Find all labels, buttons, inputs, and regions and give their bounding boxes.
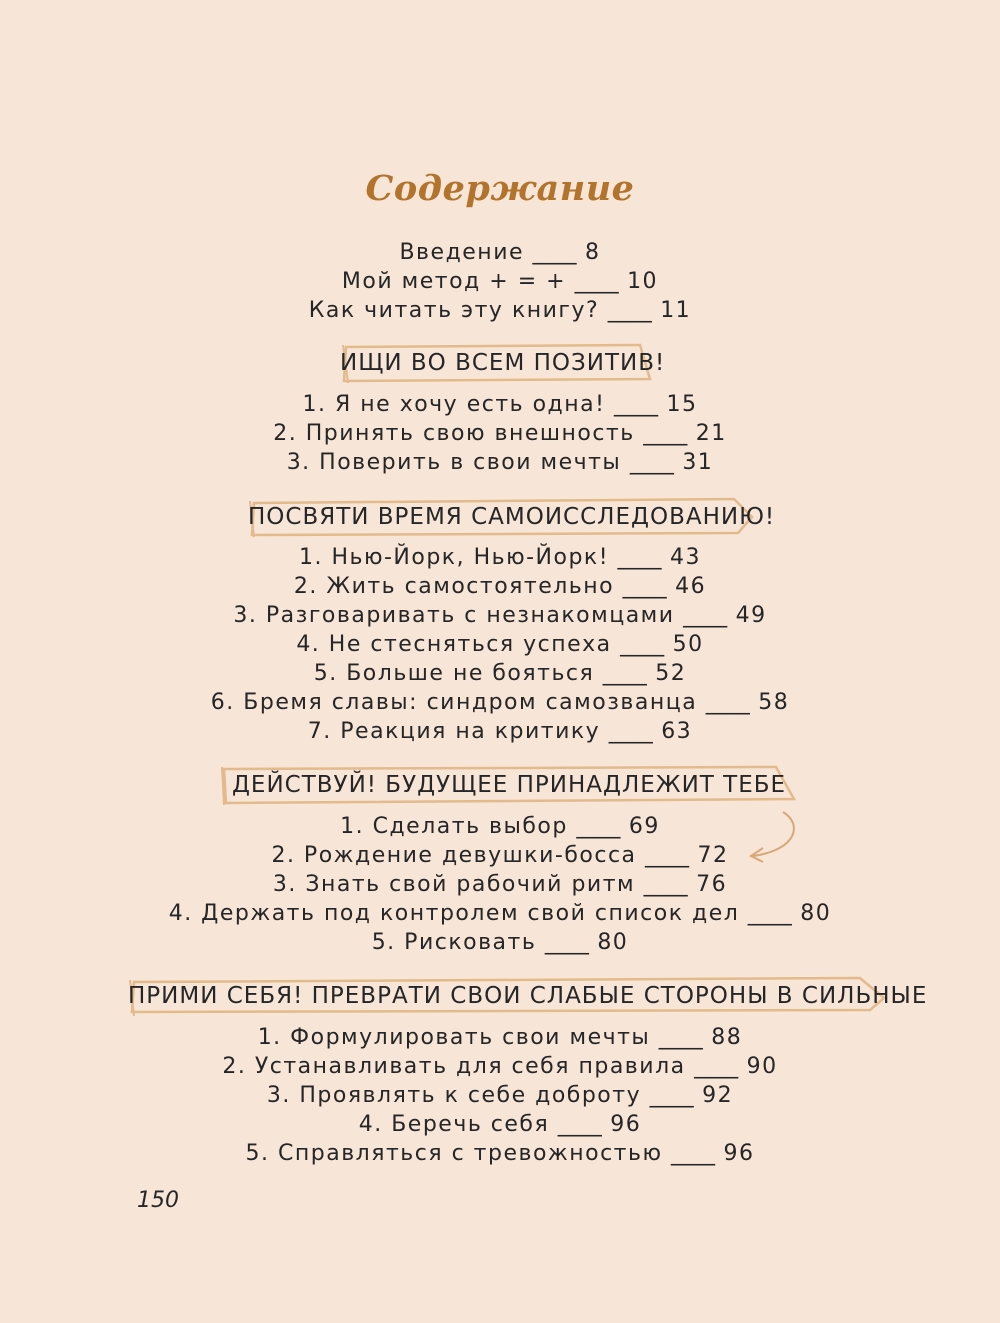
entry-leader: ____ — [747, 901, 792, 926]
section-banner — [248, 497, 776, 537]
toc-entry — [0, 543, 1000, 573]
entry-leader: ____ — [658, 1025, 703, 1050]
entry-text: Введение — [399, 240, 525, 265]
toc-entry — [0, 1052, 1000, 1082]
entry-page: 63 — [661, 719, 693, 744]
entry-text: 1. Формулировать свои мечты — [257, 1025, 651, 1050]
entry-leader: ____ — [544, 930, 589, 955]
entry-text: 3. Знать свой рабочий ритм — [272, 872, 636, 897]
toc-entry — [0, 238, 1000, 268]
entry-leader: ____ — [622, 574, 667, 599]
entry-page: 8 — [585, 240, 601, 265]
toc-entry — [0, 717, 1000, 747]
entry-page: 46 — [675, 574, 707, 599]
toc-entry — [0, 601, 1000, 631]
entry-leader: ____ — [576, 814, 621, 839]
entry-leader: ____ — [649, 1083, 694, 1108]
toc-entry — [0, 1139, 1000, 1169]
toc-entry — [0, 267, 1000, 297]
entry-text: 2. Жить самостоятельно — [293, 574, 615, 599]
section-banner — [340, 343, 666, 383]
entry-leader: ____ — [532, 240, 577, 265]
toc-entry — [0, 1110, 1000, 1140]
section-heading: ДЕЙСТВУЙ! БУДУЩЕЕ ПРИНАДЛЕЖИТ ТЕБЕ — [231, 772, 787, 798]
entry-text: 1. Сделать выбор — [340, 814, 568, 839]
entry-text: 2. Рождение девушки-босса — [271, 843, 637, 868]
entry-text: 1. Я не хочу есть одна! — [302, 392, 606, 417]
entry-page: 90 — [746, 1054, 778, 1079]
entry-leader: ____ — [607, 298, 652, 323]
entry-page: 49 — [735, 603, 767, 628]
entry-page: 96 — [723, 1141, 755, 1166]
entry-leader: ____ — [608, 719, 653, 744]
entry-text: 5. Больше не бояться — [313, 661, 595, 686]
entry-leader: ____ — [643, 421, 688, 446]
page-title: Содержание — [365, 168, 635, 209]
entry-page: 21 — [695, 421, 727, 446]
entry-text: 5. Справляться с тревожностью — [245, 1141, 663, 1166]
toc-entry — [0, 841, 1000, 871]
page-number: 150 — [137, 1188, 179, 1213]
toc-entry — [0, 870, 1000, 900]
entry-leader: ____ — [620, 632, 665, 657]
section-heading: ИЩИ ВО ВСЕМ ПОЗИТИВ! — [340, 350, 666, 376]
entry-text: 3. Поверить в свои мечты — [286, 450, 622, 475]
toc-entry — [0, 899, 1000, 929]
entry-text: 4. Не стесняться успеха — [296, 632, 612, 657]
entry-leader: ____ — [643, 872, 688, 897]
toc-entry — [0, 1081, 1000, 1111]
toc-entry — [0, 812, 1000, 842]
entry-leader: ____ — [705, 690, 750, 715]
entry-text: 2. Устанавливать для себя правила — [222, 1054, 686, 1079]
entry-page: 15 — [666, 392, 698, 417]
entry-leader: ____ — [602, 661, 647, 686]
entry-page: 92 — [702, 1083, 734, 1108]
entry-page: 50 — [672, 632, 704, 657]
entry-leader: ____ — [629, 450, 674, 475]
toc-entry — [0, 1023, 1000, 1053]
entry-text: Мой метод + = + — [341, 269, 567, 294]
toc-entry — [0, 928, 1000, 958]
entry-leader: ____ — [617, 545, 662, 570]
entry-text: 3. Проявлять к себе доброту — [266, 1083, 642, 1108]
entry-text: 7. Реакция на критику — [307, 719, 601, 744]
entry-page: 43 — [670, 545, 702, 570]
entry-text: 2. Принять свою внешность — [273, 421, 635, 446]
entry-text: 4. Держать под контролем свой список дел — [168, 901, 740, 926]
entry-page: 31 — [682, 450, 714, 475]
entry-page: 58 — [758, 690, 790, 715]
entry-page: 80 — [800, 901, 832, 926]
toc-entry — [0, 630, 1000, 660]
toc-entry — [0, 572, 1000, 602]
section-heading: ПОСВЯТИ ВРЕМЯ САМОИССЛЕДОВАНИЮ! — [248, 504, 776, 530]
entry-text: 1. Нью-Йорк, Нью-Йорк! — [298, 545, 610, 570]
entry-page: 10 — [627, 269, 659, 294]
entry-page: 96 — [610, 1112, 642, 1137]
entry-page: 52 — [655, 661, 687, 686]
entry-leader: ____ — [670, 1141, 715, 1166]
entry-leader: ____ — [694, 1054, 739, 1079]
toc-entry — [0, 448, 1000, 478]
entry-leader: ____ — [574, 269, 619, 294]
entry-page: 88 — [711, 1025, 743, 1050]
entry-page: 80 — [597, 930, 629, 955]
section-banner — [128, 976, 928, 1016]
toc-entry — [0, 419, 1000, 449]
toc-entry — [0, 296, 1000, 326]
entry-page: 69 — [628, 814, 660, 839]
entry-leader: ____ — [557, 1112, 602, 1137]
toc-entry — [0, 390, 1000, 420]
entry-text: Как читать эту книгу? — [308, 298, 600, 323]
section-banner — [220, 765, 798, 805]
entry-page: 76 — [696, 872, 728, 897]
entry-page: 11 — [660, 298, 692, 323]
entry-leader: ____ — [613, 392, 658, 417]
toc-entry — [0, 659, 1000, 689]
entry-leader: ____ — [683, 603, 728, 628]
entry-page: 72 — [697, 843, 729, 868]
entry-text: 3. Разговаривать с незнакомцами — [233, 603, 675, 628]
toc-entry — [0, 688, 1000, 718]
entry-text: 5. Рисковать — [371, 930, 537, 955]
entry-text: 4. Беречь себя — [358, 1112, 550, 1137]
section-heading: ПРИМИ СЕБЯ! ПРЕВРАТИ СВОИ СЛАБЫЕ СТОРОНЫ В СИЛЬНЫЕ — [128, 983, 928, 1009]
entry-leader: ____ — [645, 843, 690, 868]
entry-text: 6. Бремя славы: синдром самозванца — [210, 690, 698, 715]
